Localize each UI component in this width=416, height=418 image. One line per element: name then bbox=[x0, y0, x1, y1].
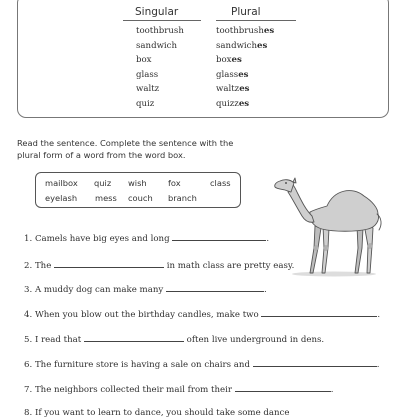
word-box-item: quiz bbox=[94, 178, 112, 188]
plural-word: toothbrushes bbox=[216, 26, 275, 36]
plural-heading: Plural bbox=[231, 6, 261, 18]
answer-blank[interactable] bbox=[253, 358, 377, 367]
plural-word: glasses bbox=[216, 69, 249, 80]
question-4: 4. When you blow out the birthday candles, make two . bbox=[24, 310, 381, 320]
singular-word: toothbrush bbox=[136, 26, 184, 36]
answer-blank[interactable] bbox=[172, 232, 266, 241]
word-box bbox=[35, 172, 241, 208]
word-box-item: class bbox=[210, 178, 231, 188]
question-5: 5. I read that often live underground in dens. bbox=[24, 335, 325, 345]
answer-blank[interactable] bbox=[84, 333, 184, 342]
answer-blank[interactable] bbox=[166, 283, 264, 292]
word-box-item: couch bbox=[128, 193, 153, 203]
singular-word: waltz bbox=[136, 84, 160, 95]
word-box-item: mess bbox=[95, 193, 117, 203]
plural-ending: es bbox=[231, 55, 242, 66]
question-8: 8. If you want to learn to dance, you should take some dance bbox=[24, 408, 290, 418]
singular-word: box bbox=[136, 55, 152, 66]
answer-blank[interactable] bbox=[235, 383, 331, 392]
singular-word: sandwich bbox=[136, 40, 178, 51]
plural-list bbox=[216, 24, 274, 112]
answer-blank[interactable] bbox=[261, 308, 377, 317]
singular-heading: Singular bbox=[135, 6, 179, 18]
singular-underline bbox=[123, 20, 201, 21]
instructions: Read the sentence. Complete the sentence with the plural form of a word from the word box. bbox=[17, 138, 234, 160]
plural-word: sandwiches bbox=[216, 40, 268, 51]
plural-ending: es bbox=[238, 98, 250, 109]
plural-word: quizzes bbox=[216, 98, 250, 109]
singular-word: glass bbox=[136, 69, 159, 80]
plural-ending: es bbox=[238, 69, 249, 80]
word-box-item: fox bbox=[168, 178, 181, 188]
plural-ending: es bbox=[239, 84, 250, 95]
word-box-item: wish bbox=[128, 178, 147, 188]
question-3: 3. A muddy dog can make many . bbox=[24, 285, 267, 295]
singular-word: quiz bbox=[136, 98, 155, 109]
plural-ending: es bbox=[263, 26, 275, 36]
plural-ending: es bbox=[257, 40, 268, 51]
singular-list bbox=[136, 24, 184, 112]
word-box-item: branch bbox=[168, 193, 197, 203]
plural-word: waltzes bbox=[216, 84, 250, 95]
word-box-item: eyelash bbox=[45, 193, 78, 203]
answer-blank[interactable] bbox=[54, 259, 164, 268]
plural-word: boxes bbox=[216, 55, 242, 66]
question-1: 1. Camels have big eyes and long . bbox=[24, 234, 270, 244]
question-2: 2. The in math class are pretty easy. bbox=[24, 261, 295, 271]
plural-rule-box bbox=[17, 0, 389, 118]
word-box-item: mailbox bbox=[45, 178, 78, 188]
question-6: 6. The furniture store is having a sale on chairs and . bbox=[24, 360, 380, 370]
question-7: 7. The neighbors collected their mail from their . bbox=[24, 385, 334, 395]
plural-underline bbox=[216, 20, 296, 21]
